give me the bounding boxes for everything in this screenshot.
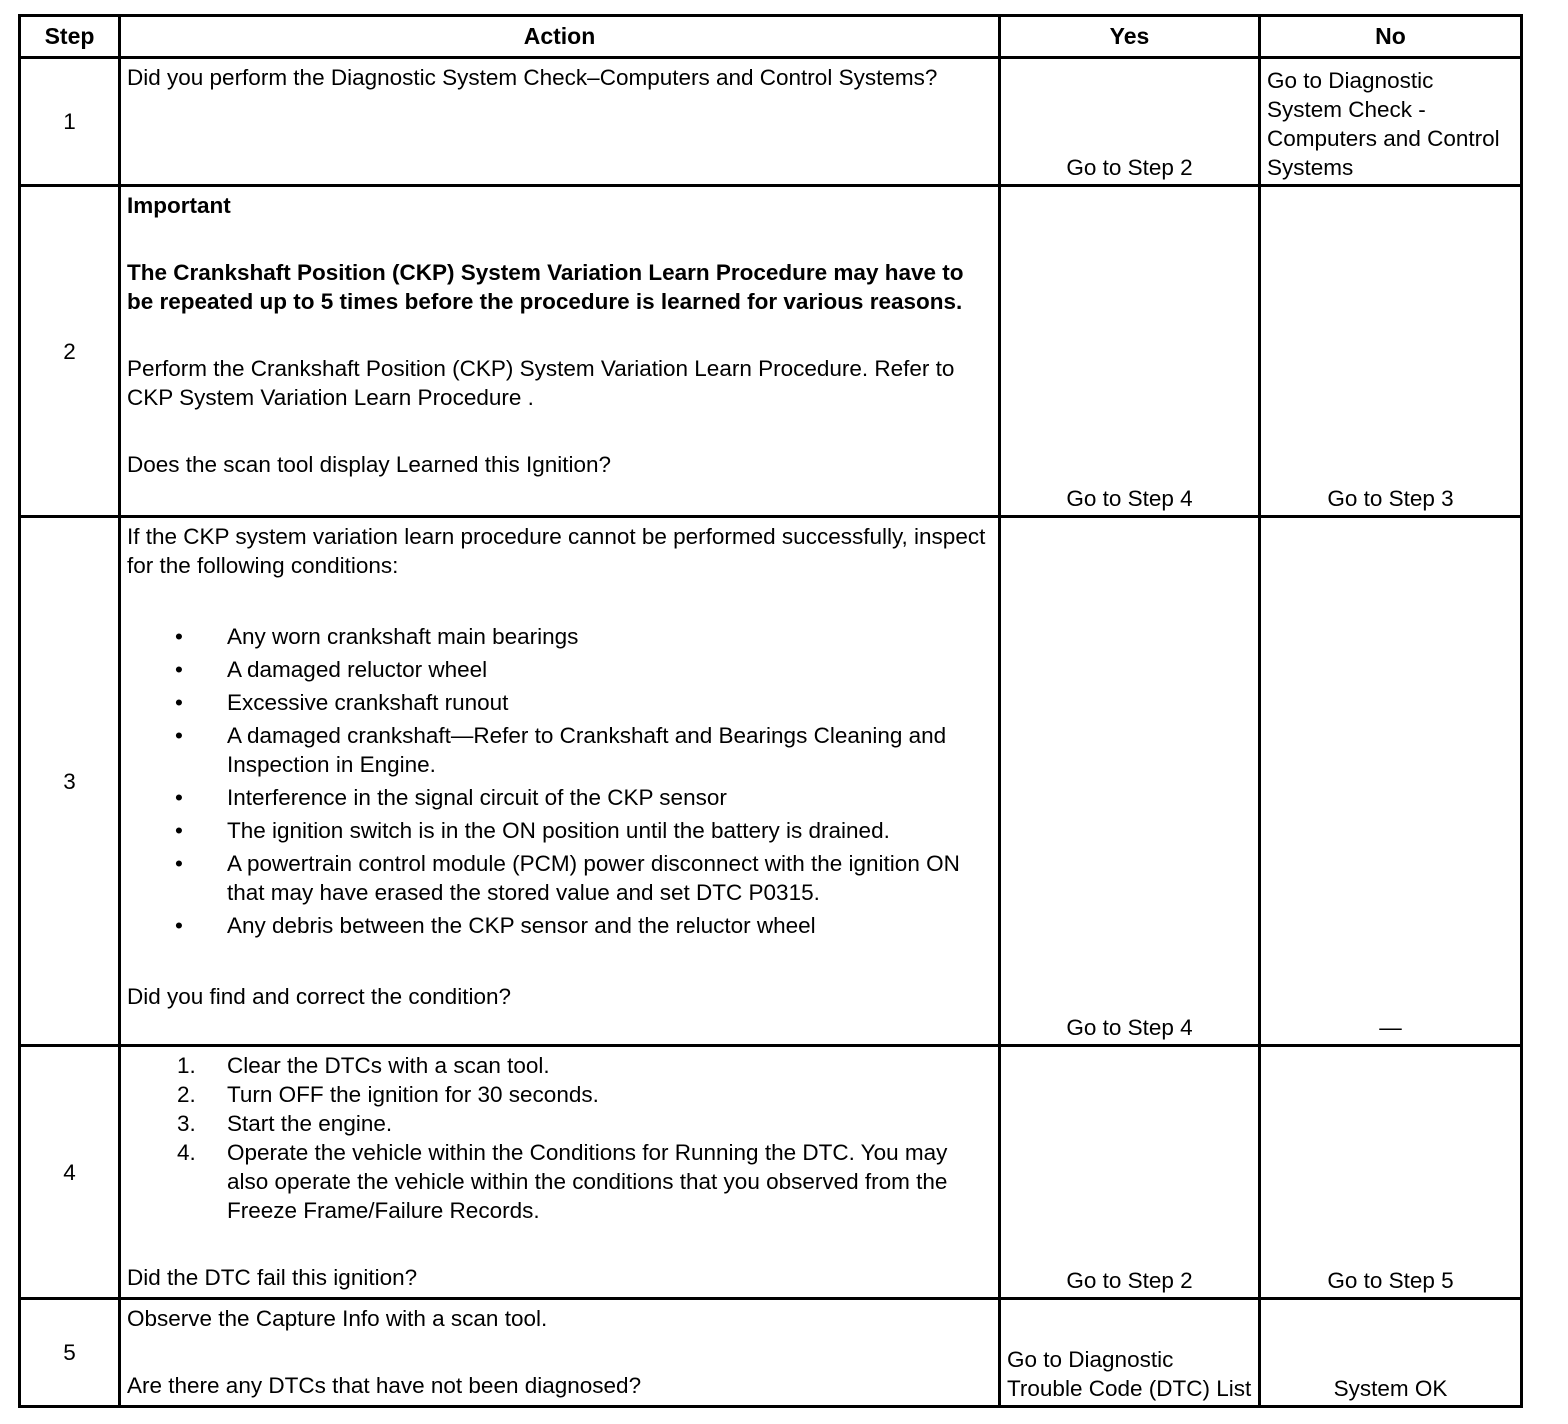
- table-row: [20, 1046, 1522, 1299]
- yes-cell: Go to Step 4: [1000, 517, 1260, 1046]
- bullet-icon: •: [175, 818, 183, 843]
- step-number: 3: [20, 517, 120, 1046]
- bullet-icon: •: [175, 624, 183, 649]
- yes-cell: Go to Step 2: [1000, 1046, 1260, 1299]
- action-text: Perform the Crankshaft Position (CKP) System Variation Learn Procedure. Refer to CKP System Variation Learn Procedure .: [127, 356, 955, 410]
- diagnostic-table: [18, 14, 1523, 1408]
- action-question: Are there any DTCs that have not been diagnosed?: [127, 1373, 642, 1398]
- yes-cell: Go to Step 4: [1000, 186, 1260, 517]
- list-item: • Excessive crankshaft runout: [175, 690, 509, 715]
- list-item: 3. Start the engine.: [177, 1111, 393, 1136]
- bullet-icon: •: [175, 785, 183, 810]
- header-no: No: [1260, 16, 1522, 58]
- list-item: 1. Clear the DTCs with a scan tool.: [177, 1053, 550, 1078]
- list-item: • The ignition switch is in the ON position until the battery is drained.: [175, 818, 890, 843]
- bullet-icon: •: [175, 723, 183, 748]
- table-row: [20, 186, 1522, 517]
- action-text: Observe the Capture Info with a scan tool.: [127, 1306, 548, 1331]
- step-number: 1: [20, 58, 120, 186]
- list-item: 2. Turn OFF the ignition for 30 seconds.: [177, 1082, 599, 1107]
- header-row: [20, 16, 1522, 58]
- list-item: • Any debris between the CKP sensor and the reluctor wheel: [175, 913, 816, 938]
- list-item: • A damaged reluctor wheel: [175, 657, 488, 682]
- table-row: [20, 517, 1522, 1046]
- no-cell: Go to Step 3: [1260, 186, 1522, 517]
- yes-cell: Go to Diagnostic Trouble Code (DTC) List: [1000, 1299, 1260, 1407]
- table-row: [20, 58, 1522, 186]
- no-cell: Go to Step 5: [1260, 1046, 1522, 1299]
- list-item: • Any worn crankshaft main bearings: [175, 624, 579, 649]
- no-cell: System OK: [1260, 1299, 1522, 1407]
- list-item: • A damaged crankshaft—Refer to Crankshaft and Bearings Cleaning and Inspection in Engine.: [175, 723, 947, 777]
- no-cell: Go to Diagnostic System Check - Computers and Control Systems: [1260, 58, 1522, 186]
- procedure-list: [127, 1051, 992, 1225]
- yes-cell: Go to Step 2: [1000, 58, 1260, 186]
- list-item: 4. Operate the vehicle within the Conditions for Running the DTC. You may also operate the vehicle within the conditions that you observed from the Freeze Frame/Failure Records.: [177, 1140, 948, 1223]
- list-item: • Interference in the signal circuit of the CKP sensor: [175, 785, 727, 810]
- bullet-icon: •: [175, 690, 183, 715]
- important-text: The Crankshaft Position (CKP) System Variation Learn Procedure may have to be repeated up to 5 times before the procedure is learned for various reasons.: [127, 260, 964, 314]
- header-yes: Yes: [1000, 16, 1260, 58]
- bullet-icon: •: [175, 913, 183, 938]
- step-number: 5: [20, 1299, 120, 1407]
- action-cell: [120, 1299, 1000, 1407]
- bullet-icon: •: [175, 851, 183, 876]
- header-action: Action: [120, 16, 1000, 58]
- action-question: Did the DTC fail this ignition?: [127, 1265, 418, 1290]
- action-question: Does the scan tool display Learned this Ignition?: [127, 452, 612, 477]
- action-cell: [120, 58, 1000, 186]
- bullet-icon: •: [175, 657, 183, 682]
- list-item: • A powertrain control module (PCM) power disconnect with the ignition ON that may have erased the stored value and set DTC P0315.: [175, 851, 960, 905]
- action-question: Did you find and correct the condition?: [127, 984, 511, 1009]
- step-number: 4: [20, 1046, 120, 1299]
- action-cell: [120, 1046, 1000, 1299]
- step-number: 2: [20, 186, 120, 517]
- no-cell: —: [1260, 517, 1522, 1046]
- action-text: Did you perform the Diagnostic System Check–Computers and Control Systems?: [127, 65, 938, 90]
- action-cell: [120, 186, 1000, 517]
- header-step: Step: [20, 16, 120, 58]
- action-cell: [120, 517, 1000, 1046]
- action-intro: If the CKP system variation learn procedure cannot be performed successfully, inspect for the following conditions:: [127, 524, 986, 578]
- important-label: Important: [127, 193, 231, 218]
- table-row: [20, 1299, 1522, 1407]
- condition-list: [127, 622, 992, 940]
